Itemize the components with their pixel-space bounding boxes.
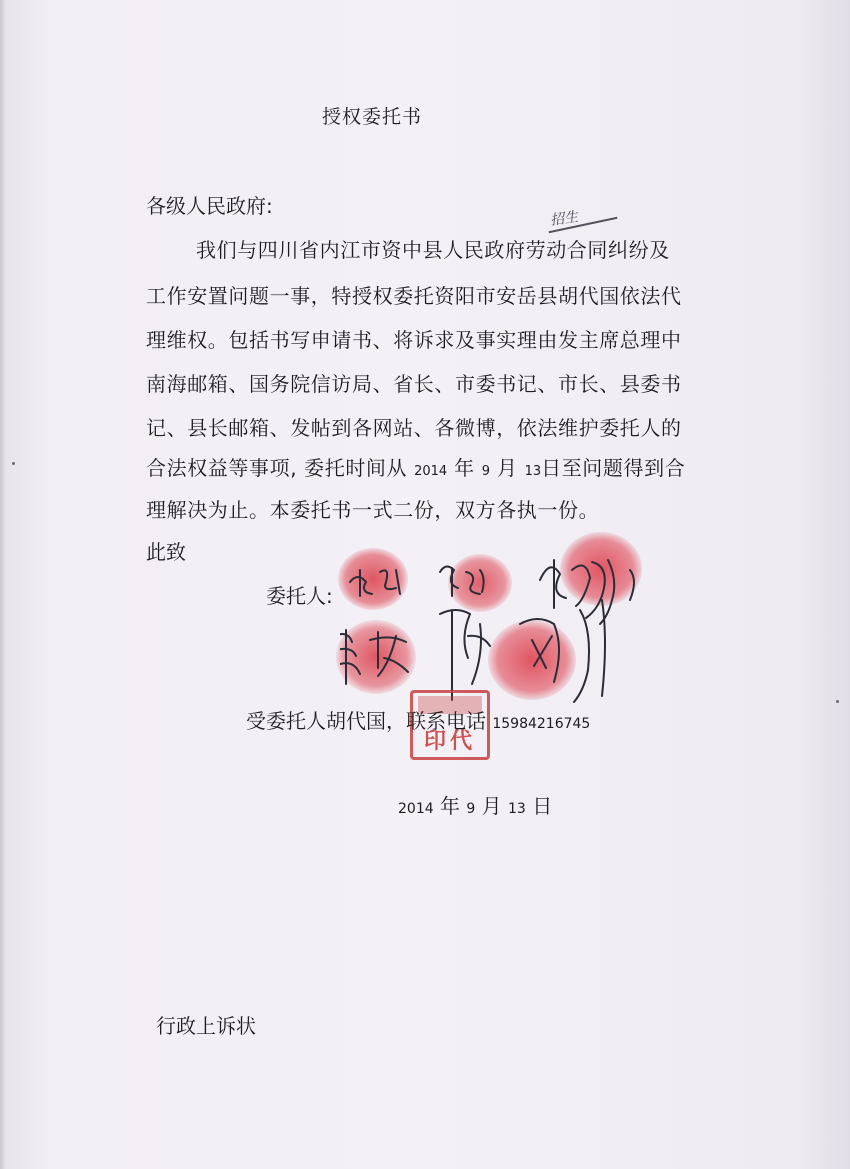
date-year-unit: 年: [440, 794, 460, 818]
agent-line: [246, 705, 590, 734]
body-line-7: 理解决为止。本委托书一式二份，双方各执一份。: [146, 498, 600, 522]
line6-year-unit: 年: [454, 456, 475, 480]
agent-label: 受委托人胡代国，联系电话: [246, 709, 486, 733]
line6-month: 9: [481, 464, 491, 479]
scan-speck: [12, 462, 15, 465]
signature-stroke: [540, 560, 634, 624]
principal-label: 委托人:: [266, 584, 333, 608]
body-line-3: 理维权。包括书写申请书、将诉求及事实理由发主席总理中: [146, 328, 682, 352]
body-line-4: 南海邮箱、国务院信访局、省长、市委书记、市长、县委书: [146, 372, 682, 396]
scan-edge-shadow: [0, 0, 6, 1169]
signature-stroke: [370, 632, 408, 676]
date-day-unit: 日: [532, 794, 553, 818]
body-line-2: 工作安置问题一事，特授权委托资阳市安岳县胡代国依法代: [146, 284, 682, 308]
signature-block: [340, 540, 670, 710]
seal-text: 印代: [423, 729, 476, 754]
agent-phone: 15984216745: [492, 716, 591, 732]
line6-year: 2014: [414, 464, 448, 479]
line6-month-unit: 月: [496, 456, 518, 480]
footer-note: 行政上诉状: [156, 1014, 256, 1038]
body-line-1: 我们与四川省内江市资中县人民政府劳动合同纠纷及: [196, 238, 670, 262]
date-month-unit: 月: [481, 794, 502, 818]
closing-phrase: 此致: [146, 540, 186, 564]
signing-date: [398, 790, 552, 819]
date-month: 9: [466, 801, 476, 817]
salutation: 各级人民政府:: [146, 194, 273, 218]
line6-day: 13: [524, 464, 542, 479]
body-line-6: [146, 452, 685, 481]
signature-stroke: [340, 623, 360, 684]
handwritten-correction: 招生: [549, 209, 580, 229]
signature-stroke: [520, 600, 605, 702]
signature-stroke: [350, 570, 400, 596]
line6-suffix: 日至问题得到合: [541, 456, 686, 480]
signature-stroke: [440, 566, 484, 596]
document-title: 授权委托书: [322, 106, 423, 128]
signature-stroke: [440, 610, 490, 700]
date-day: 13: [508, 801, 526, 817]
body-line-5: 记、县长邮箱、发帖到各网站、各微博，依法维护委托人的: [146, 416, 682, 440]
date-year: 2014: [398, 801, 434, 817]
line6-prefix: 合法权益等事项, 委托时间从: [146, 456, 408, 480]
scan-speck: [836, 700, 839, 703]
